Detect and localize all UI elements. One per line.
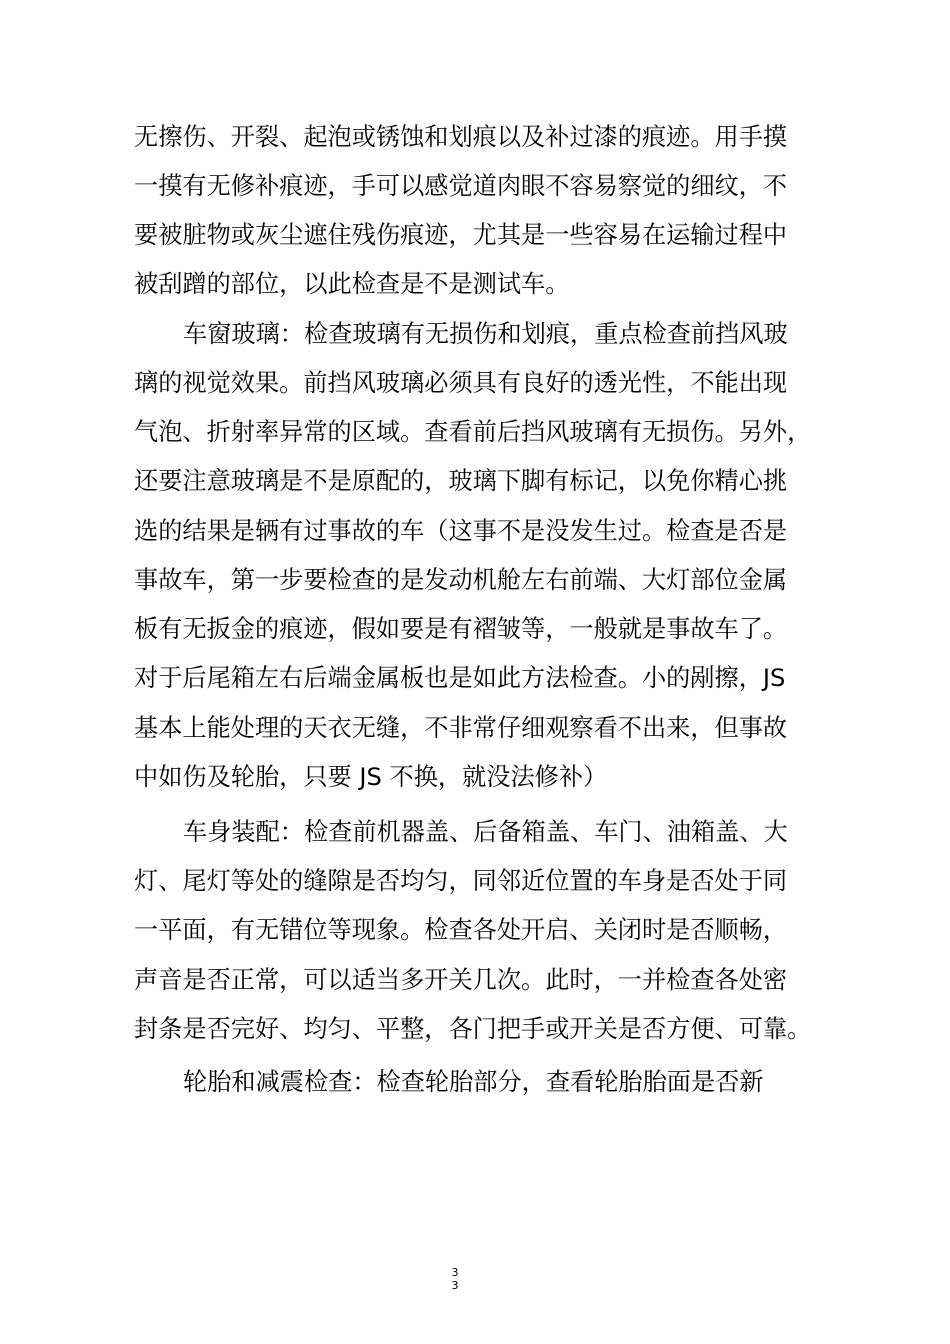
text-line: 选的结果是辆有过事故的车（这事不是没发生过。检查是否是 (134, 517, 788, 545)
page-number: 3 (451, 1266, 459, 1279)
text-line: 封条是否完好、均匀、平整，各门把手或开关是否方便、可靠。 (134, 1015, 812, 1043)
paragraph-first-line: 轮胎和减震检查：检查轮胎部分，查看轮胎胎面是否新 (183, 1068, 764, 1096)
page-number: 3 (451, 1279, 459, 1292)
text-line: 一摸有无修补痕迹，手可以感觉道肉眼不容易察觉的细纹，不 (134, 172, 788, 200)
text-line: 基本上能处理的天衣无缝，不非常仔细观察看不出来，但事故 (134, 714, 788, 742)
text-line: 灯、尾灯等处的缝隙是否均匀，同邻近位置的车身是否处于同 (134, 867, 788, 895)
paragraph-first-line: 车窗玻璃：检查玻璃有无损伤和划痕，重点检查前挡风玻 (183, 320, 788, 348)
text-line: 板有无扳金的痕迹，假如要是有褶皱等，一般就是事故车了。 (134, 615, 788, 643)
text-line: 气泡、折射率异常的区域。查看前后挡风玻璃有无损伤。另外， (134, 418, 812, 446)
text-line: 声音是否正常，可以适当多开关几次。此时，一并检查各处密 (134, 966, 788, 994)
paragraph-first-line: 车身装配：检查前机器盖、后备箱盖、车门、油箱盖、大 (183, 818, 788, 846)
text-line: 璃的视觉效果。前挡风玻璃必须具有良好的透光性，不能出现 (134, 369, 788, 397)
text-line: 中如伤及轮胎，只要 JS 不换，就没法修补） (134, 763, 608, 791)
text-line: 无擦伤、开裂、起泡或锈蚀和划痕以及补过漆的痕迹。用手摸 (134, 123, 788, 151)
text-line: 被刮蹭的部位，以此检查是不是测试车。 (134, 270, 570, 298)
text-line: 事故车，第一步要检查的是发动机舱左右前端、大灯部位金属 (134, 566, 788, 594)
text-line: 要被脏物或灰尘遮住残伤痕迹，尤其是一些容易在运输过程中 (134, 221, 788, 249)
text-line: 一平面，有无错位等现象。检查各处开启、关闭时是否顺畅， (134, 916, 788, 944)
text-line: 还要注意玻璃是不是原配的，玻璃下脚有标记，以免你精心挑 (134, 467, 788, 495)
text-line: 对于后尾箱左右后端金属板也是如此方法检查。小的剐擦，JS (134, 664, 786, 692)
